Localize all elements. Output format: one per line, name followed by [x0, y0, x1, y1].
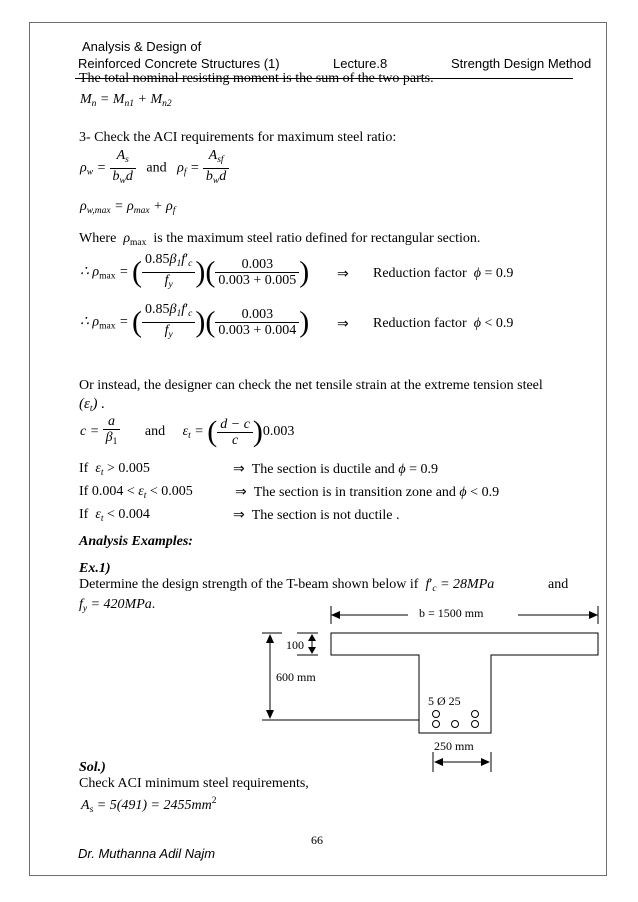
bars-label: 5 Ø 25: [428, 694, 461, 708]
analysis-examples-heading: Analysis Examples:: [79, 534, 193, 549]
implies-2: ⇒: [337, 317, 349, 332]
if-3-value: < 0.004: [107, 507, 150, 522]
where-text: Where $\rho_{max}$ is the maximum steel ratio defined for rectangular section.: [79, 231, 481, 248]
fc-value: = 28MPa: [440, 577, 495, 592]
where-desc: is the maximum steel ratio defined for rectangular section.: [153, 231, 481, 246]
if-2-cond: If $0.004 < \varepsilon_t < 0.005$: [79, 484, 193, 501]
fy-value: = 420MPa: [90, 597, 152, 612]
where-label: Where: [79, 231, 117, 246]
as-exponent: 2: [211, 796, 217, 806]
web-arrow-left: [434, 758, 443, 766]
total-moment-text: The total nominal resisting moment is the sum of the two parts.: [79, 71, 434, 86]
rebar-2: [472, 711, 479, 718]
header-lecture: Lecture.8: [333, 56, 388, 71]
if-2-result: ⇒ The section is in transition zone and ϕ < 0.9: [235, 485, 500, 500]
if-1-text: The section is ductile and: [251, 462, 395, 477]
flange-label: 100: [286, 638, 304, 652]
if-2-right: < 0.005: [149, 484, 193, 499]
if-1-phi: = 0.9: [409, 462, 438, 477]
phi-eq-1: = 0.9: [484, 266, 514, 281]
and-word: and: [146, 160, 167, 176]
eq-rho-w-max: $\rho_{w,max} = \rho_{max} + \rho_f$: [80, 199, 176, 216]
rebar-5: [472, 721, 479, 728]
eq-rho-max-1: ∴ $\rho_{max}$ = ( $\frac{0.85\beta_1f'_c}{f_y}$ )( $\frac{0.003}{0.003 + 0.005}$ ): [80, 252, 310, 290]
solution-heading: Sol.): [79, 760, 106, 775]
rebar-3: [433, 721, 440, 728]
eq-as: $A_s = 5(491) = 2455mm^2$: [81, 796, 217, 815]
t-beam-outline: [331, 633, 598, 733]
eq-rho-max-2: ∴ $\rho_{max}$ = ( $\frac{0.85\beta_1f'_c}{f_y}$ )( $\frac{0.003}{0.003 + 0.004}$ ): [80, 302, 310, 340]
page-number: 66: [311, 833, 323, 847]
footer-author: Dr. Muthanna Adil Najm: [78, 846, 216, 861]
if-2-text: The section is in transition zone and: [253, 485, 456, 500]
example-label: Ex.1): [79, 561, 111, 576]
web-label: 250 mm: [434, 739, 474, 753]
reduction-2: Reduction factor ϕ < 0.9: [373, 316, 514, 331]
web-arrow-right: [481, 758, 490, 766]
reduction-label-1: Reduction factor: [373, 266, 467, 281]
b-arrow-left: [331, 611, 340, 619]
reduction-label-2: Reduction factor: [373, 316, 467, 331]
fy-line: $f_y = 420MPa$.: [79, 597, 156, 614]
if-1-value: > 0.005: [107, 461, 150, 476]
example-statement: Determine the design strength of the T-beam shown below if $f'_c = 28MPa$: [79, 577, 495, 594]
if-1-result: ⇒ The section is ductile and ϕ = 0.9: [233, 462, 438, 477]
depth-label: 600 mm: [276, 670, 316, 684]
eq-mn: $M_n = M_{n1} + M_{n2}$: [80, 92, 172, 109]
rebar-4: [452, 721, 459, 728]
instead-text: Or instead, the designer can check the net tensile strain at the extreme tension steel: [79, 378, 543, 393]
reduction-1: Reduction factor ϕ = 0.9: [373, 266, 514, 281]
rebar-1: [433, 711, 440, 718]
if-2-phi: < 0.9: [470, 485, 500, 500]
b-arrow-right: [589, 611, 598, 619]
if-3-text: The section is not ductile .: [251, 508, 400, 523]
if-1-cond: If $\varepsilon_t > 0.005$: [79, 461, 150, 478]
eps-t-symbol: $(\varepsilon_t)$ .: [79, 396, 106, 414]
if-3-result: ⇒ The section is not ductile .: [233, 508, 400, 523]
eq-rho-w: $\rho_w$ = $\frac{A_s}{b_wd}$ and $\rho_f$ = $\frac{A_{sf}}{b_wd}$: [80, 148, 229, 189]
flange-arrow-bottom: [308, 647, 316, 654]
if-3-cond: If $\varepsilon_t < 0.004$: [79, 507, 150, 524]
implies-1: ⇒: [337, 267, 349, 282]
depth-arrow-bottom: [266, 710, 274, 719]
header-method: Strength Design Method: [451, 56, 592, 71]
solution-check: Check ACI minimum steel requirements,: [79, 776, 309, 791]
and-word-2: and: [144, 424, 166, 440]
if-2-left: If 0.004 <: [79, 484, 135, 499]
eq-c-eps: c = $\frac{a}{\beta_1}$ and $\varepsilon_t$ = ( $\frac{d - c}{c}$ )0.003: [80, 414, 295, 448]
and-word-3: and: [548, 577, 569, 592]
statement-text: Determine the design strength of the T-beam shown below if: [79, 577, 419, 592]
flange-arrow-top: [308, 634, 316, 641]
period: .: [151, 597, 156, 612]
step3-text: 3- Check the ACI requirements for maximum steel ratio:: [79, 130, 397, 145]
depth-arrow-top: [266, 634, 274, 643]
as-value: = 5(491) = 2455mm: [96, 798, 212, 813]
header-course-line1: Analysis & Design of: [82, 39, 202, 54]
b-label: b = 1500 mm: [419, 606, 484, 620]
header-course-title: Reinforced Concrete Structures (1): [78, 56, 280, 71]
phi-lt-2: < 0.9: [484, 316, 514, 331]
